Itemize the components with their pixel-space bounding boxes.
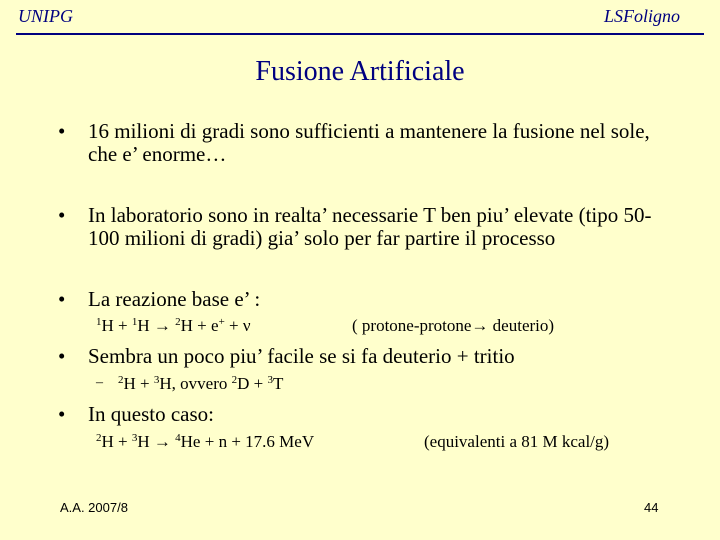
reaction-dt-fusion: $^2$H + $^3$H → $^4$He + n + 17.6 MeV: [96, 432, 315, 451]
bullet-dot-icon: •: [58, 119, 66, 143]
bullet-text: La reazione base e’ :: [88, 287, 261, 311]
header-left-label: UNIPG: [18, 6, 73, 26]
slide-title: Fusione Artificiale: [255, 56, 465, 87]
bullet-item: [58, 204, 678, 250]
bullet-item: [58, 345, 678, 368]
bullet-dot-icon: •: [58, 402, 66, 426]
bullet-item: [58, 403, 678, 426]
bullet-dot-icon: •: [58, 287, 66, 311]
bullet-text: In questo caso:: [88, 402, 214, 426]
bullet-text: Sembra un poco piu’ facile se si fa deuterio + tritio: [88, 344, 515, 368]
reaction-proton-proton: $^1$H + $^1$H → $^2$H + e+ + ν: [96, 316, 251, 335]
bullet-item: [58, 120, 678, 166]
header-right-label: LSFoligno: [603, 6, 680, 26]
reaction-proton-proton-note: ( protone-protone→ deuterio): [352, 316, 555, 335]
footer-academic-year: A.A. 2007/8: [60, 500, 128, 515]
bullet-dot-icon: •: [58, 344, 66, 368]
bullet-text: In laboratorio sono in realta’ necessarie T ben piu’ elevate (tipo 50- 100 milioni di gradi) gia’ solo per far partire il processo: [88, 203, 652, 250]
bullet-item: [58, 288, 678, 311]
footer-page-number: 44: [644, 500, 659, 515]
reaction-dt-fusion-note: (equivalenti a 81 M kcal/g): [424, 432, 610, 451]
sub-dash-icon: –: [96, 375, 103, 390]
bullet-dot-icon: •: [58, 203, 66, 227]
header-divider: [16, 33, 704, 35]
bullet-text: 16 milioni di gradi sono sufficienti a mantenere la fusione nel sole, che e’ enorme…: [88, 119, 650, 166]
reaction-deuterium-tritium: $^2$H + $^3$H, ovvero $^2$D + $^3$T: [118, 374, 284, 393]
